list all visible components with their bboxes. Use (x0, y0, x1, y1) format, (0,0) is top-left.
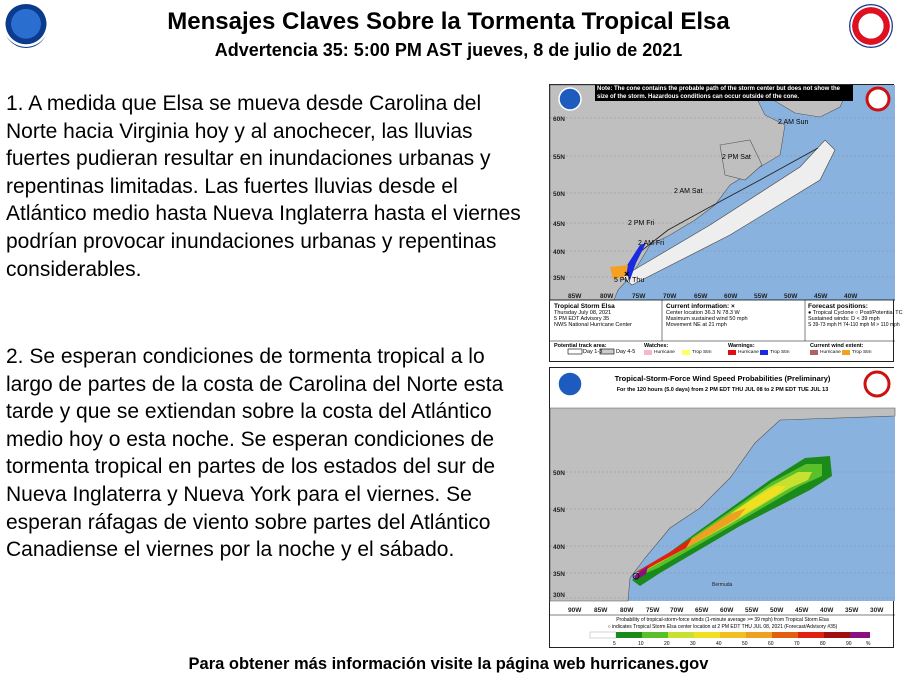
lon-label: 70W (663, 293, 677, 300)
scale-label: 20 (664, 641, 670, 647)
track-area-title: Potential track area: (554, 343, 607, 349)
forecast-cone-map (549, 84, 903, 362)
storm-advisory: 5 PM EDT Advisory 35 (554, 316, 610, 322)
lat-label: 55N (553, 154, 565, 161)
fp-post: ○ Post/Potential TC (855, 310, 903, 316)
scale-label: 10 (638, 641, 644, 647)
scale-label: 80 (820, 641, 826, 647)
scale-label: 30 (690, 641, 696, 647)
fp-sustained: Sustained winds: (808, 316, 850, 322)
fp-tc: ● Tropical Cyclone (808, 310, 854, 316)
scale-label: 60 (768, 641, 774, 647)
cone-note: Note: The cone contains the probable path of the storm center but does not show the size of the storm. Hazardous conditions can occur outside of the cone. (595, 85, 853, 101)
warn-hurricane: Hurricane (738, 350, 759, 355)
probability-subtitle: For the 120 hours (5.0 days) from 2 PM EDT THU JUL 08 to 2 PM EDT TUE JUL 13 (616, 387, 829, 393)
lon-label: 80W (600, 293, 614, 300)
watch-hurricane: Hurricane (654, 350, 675, 355)
max-wind: Maximum sustained wind 50 mph (666, 316, 748, 322)
point-label-4: 2 PM Fri (628, 220, 655, 227)
page-title: Mensajes Claves Sobre la Tormenta Tropical Elsa (167, 8, 730, 35)
storm-date: Thursday July 08, 2021 (554, 310, 612, 316)
lon-label: 75W (632, 293, 646, 300)
movement: Movement NE at 21 mph (666, 322, 727, 328)
watches-title: Watches: (644, 343, 669, 349)
lat-label: 35N (553, 275, 565, 282)
ext-tropstm: Trop Stm (852, 350, 872, 355)
noaa-small-logo (559, 88, 581, 110)
watch-tropstm: Trop Stm (692, 350, 712, 355)
current-position-marker: × (624, 269, 630, 279)
lat-label: 50N (553, 191, 565, 198)
lon-label: 85W (594, 607, 608, 614)
lat-label: 35N (553, 571, 565, 578)
lon-label: 85W (568, 293, 582, 300)
current-info-block (666, 303, 804, 328)
lon-label: 70W (670, 607, 684, 614)
point-label-6: 5 PM Thu (614, 277, 645, 284)
lat-label: 40N (553, 544, 565, 551)
lat-label: 40N (553, 249, 565, 256)
noaa-small-logo (558, 372, 582, 396)
lon-label: 60W (724, 293, 738, 300)
nws-small-logo (865, 372, 889, 396)
lon-label: 65W (695, 607, 709, 614)
warnings-title: Warnings: (728, 343, 755, 349)
scale-label: 70 (794, 641, 800, 647)
track-day13: Day 1-3 (583, 349, 603, 355)
lon-label: 50W (770, 607, 784, 614)
key-message-2: 2. Se esperan condiciones de tormenta tropical a lo largo de partes de la costa de Carolina del Norte esta tarde y que se extiendan sobre la costa del Atlántico medio hoy o esta noche. Se esperan condiciones de tormenta tropical en partes de los estados del sur de Nueva Inglaterra y Nueva York para el viernes. Se esperan ráfagas de viento sobre partes del Atlántico Canadiense el viernes por la noche y el sábado. (6, 345, 504, 562)
storm-name: Tropical Storm Elsa (554, 303, 615, 310)
scale-label: 90 (846, 641, 852, 647)
wind-probability-map (549, 367, 894, 648)
wind-probability-svg (550, 368, 895, 649)
point-label-5: 2 AM Fri (638, 240, 665, 247)
probability-color-scale (590, 632, 870, 638)
lon-label: 75W (646, 607, 660, 614)
fp-scale: S 39-73 mph H 74-110 mph M > 110 mph (808, 322, 900, 328)
footer-text: Para obtener más información visite la página web hurricanes.gov (188, 655, 709, 673)
forecast-positions-title: Forecast positions: (808, 303, 868, 310)
scale-label: % (866, 641, 871, 647)
scale-label: 40 (716, 641, 722, 647)
scale-labels (613, 641, 871, 647)
lat-label: 30N (553, 592, 565, 599)
probability-caption-1: Probability of tropical-storm-force winds (1-minute average >= 39 mph) from Tropical Storm Elsa (616, 617, 829, 623)
lon-label: 65W (694, 293, 708, 300)
lon-label: 40W (844, 293, 858, 300)
track-day45: Day 4-5 (616, 349, 636, 355)
storm-center: NWS National Hurricane Center (554, 322, 632, 328)
current-info-title: Current information: × (666, 303, 735, 310)
lat-label: 60N (553, 116, 565, 123)
lat-label: 45N (553, 221, 565, 228)
map2-lon-labels (568, 607, 884, 614)
lon-label: 45W (814, 293, 828, 300)
point-label-2: 2 PM Sat (722, 154, 751, 161)
center-location: Center location 36.3 N 78.3 W (666, 310, 740, 316)
lon-label: 90W (568, 607, 582, 614)
lon-label: 55W (754, 293, 768, 300)
point-label-3: 2 AM Sat (674, 188, 703, 195)
warn-tropstm: Trop Stm (770, 350, 790, 355)
lon-label: 40W (820, 607, 834, 614)
point-label-1: 2 AM Sun (778, 119, 809, 126)
ext-hurricane: Hurricane (820, 350, 841, 355)
probability-title: Tropical-Storm-Force Wind Speed Probabilities (Preliminary) (614, 374, 831, 383)
wind-extent-title: Current wind extent: (810, 343, 864, 349)
advisory-subtitle: Advertencia 35: 5:00 PM AST jueves, 8 de julio de 2021 (214, 40, 683, 60)
forecast-positions-block (808, 303, 903, 328)
place-label: Bermuda (712, 582, 733, 588)
lat-label: 50N (553, 470, 565, 477)
lon-label: 45W (795, 607, 809, 614)
scale-label: 50 (742, 641, 748, 647)
fp-d: D < 39 mph (851, 316, 880, 322)
lon-label: 80W (620, 607, 634, 614)
lon-label: 50W (784, 293, 798, 300)
lon-label: 55W (745, 607, 759, 614)
nws-small-logo (867, 88, 889, 110)
lat-label: 45N (553, 507, 565, 514)
lon-label: 35W (845, 607, 859, 614)
lon-label: 30W (870, 607, 884, 614)
lon-label: 60W (720, 607, 734, 614)
scale-label: 5 (613, 641, 616, 647)
storm-info-block (554, 303, 662, 328)
key-message-1: 1. A medida que Elsa se mueva desde Carolina del Norte hacia Virginia hoy y al anochecer, las lluvias fuertes pudieran resultar en inundaciones urbanas y repentinas limitadas. Las fuertes lluvias desde el Atlántico medio hasta Nueva Inglaterra hasta el viernes podrían provocar inundaciones urbanas y repentinas considerables. (6, 92, 521, 281)
probability-caption-2: ○ indicates Tropical Storm Elsa center location at 2 PM EDT THU JUL 08, 2021 (Forecast/Advisory #35) (607, 624, 838, 630)
